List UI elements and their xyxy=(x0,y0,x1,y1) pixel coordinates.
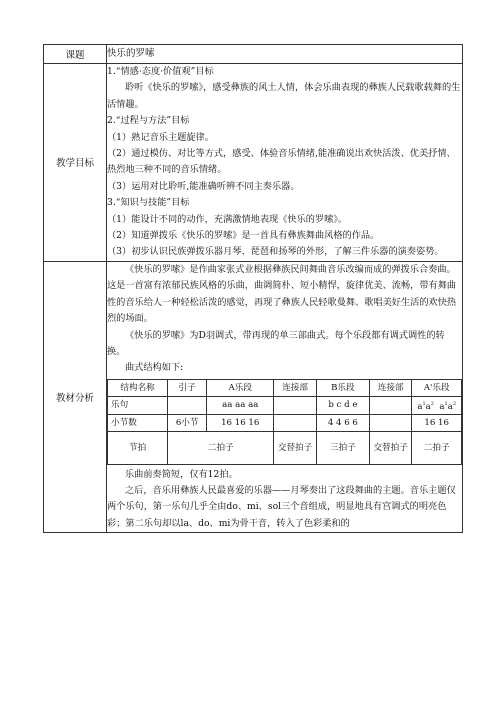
structure-header: A乐段 xyxy=(207,379,274,396)
bars-a: 16 16 16 xyxy=(207,414,274,431)
structure-header: 连接部 xyxy=(274,379,316,396)
structure-header: 结构名称 xyxy=(108,379,168,396)
meter-a: 二拍子 xyxy=(168,431,274,464)
analysis-para-5: 之后，音乐用彝族人民最喜爱的乐器——月琴奏出了这段舞曲的主题。音乐主题仅两个乐句，第一乐句几乎全由do、mi、sol三个音组成，明显地具有宫调式的明亮色彩；第二乐句却以la、do、mi为骨干音，转入了色彩柔和的 xyxy=(107,484,456,529)
phrase-a-prime-2: a xyxy=(425,401,431,412)
bars-link-1 xyxy=(274,414,316,431)
lesson-title: 快乐的罗嗦 xyxy=(107,45,463,64)
bars-link-2 xyxy=(369,414,411,431)
form-structure-table xyxy=(107,379,462,465)
structure-header: B乐段 xyxy=(316,379,369,396)
bars-intro: 6小节 xyxy=(168,414,207,431)
phrase-b: b c d e xyxy=(316,396,369,414)
analysis-row xyxy=(44,261,463,532)
structure-meter-row xyxy=(108,431,462,464)
goals-heading-2: 2.“过程与方法”目标 xyxy=(107,115,190,127)
structure-bars-row xyxy=(108,414,462,431)
analysis-label: 教材分析 xyxy=(44,261,107,532)
structure-header: A'乐段 xyxy=(412,379,462,396)
phrase-a-prime-4: a xyxy=(447,401,453,412)
meter-a-prime: 二拍子 xyxy=(412,431,462,464)
phrase-a-prime-2-sup: 2 xyxy=(430,400,434,407)
lesson-plan-table xyxy=(43,44,463,533)
meter-label: 节拍 xyxy=(108,431,168,464)
bars-a-prime: 16 16 xyxy=(412,414,462,431)
title-label: 课题 xyxy=(44,45,107,64)
bars-b: 4 4 6 6 xyxy=(316,414,369,431)
goals-label: 教学目标 xyxy=(44,64,107,262)
goals-item-3-1: （1）能设计不同的动作，充满激情地表现《快乐的罗嗦》。 xyxy=(107,213,348,225)
analysis-para-4: 乐曲前奏简短，仅有12拍。 xyxy=(125,468,238,480)
structure-phrase-row xyxy=(108,396,462,414)
goals-text-1: 聆听《快乐的罗嗦》，感受彝族的风土人情，体会乐曲表现的彝族人民载歌载舞的生活情趣。 xyxy=(107,82,461,110)
phrase-intro xyxy=(168,396,207,414)
goals-item-3-3: （3）初步认识民族弹拨乐器月琴、琵琶和扬琴的外形，了解三件乐器的演奏姿势。 xyxy=(107,246,444,258)
goals-item-3-2: （2）知道弹拨乐《快乐的罗嗦》是一首具有彝族舞曲风格的作品。 xyxy=(107,230,380,242)
analysis-para-3: 曲式结构如下: xyxy=(125,362,184,374)
goals-heading-1: 1.“情感·态度·价值观”目标 xyxy=(107,66,214,77)
phrase-link-1 xyxy=(274,396,316,414)
goals-content xyxy=(107,64,463,262)
phrase-a-prime-4-sup: 2 xyxy=(452,400,457,407)
phrase-a-prime-1-sup: 1 xyxy=(422,400,426,407)
bars-label: 小节数 xyxy=(108,414,168,431)
goals-heading-3: 3.“知识与技能”目标 xyxy=(107,197,190,209)
phrase-a-prime-3: a xyxy=(439,401,445,412)
phrase-a-prime-3-sup: 1 xyxy=(444,400,448,407)
phrase-a-prime xyxy=(412,396,462,414)
structure-header-row xyxy=(108,379,462,396)
goals-item-2-1: （1）熟记音乐主题旋律。 xyxy=(107,131,214,143)
title-row xyxy=(44,45,463,64)
phrase-a: aa aa aa xyxy=(207,396,274,414)
structure-header: 引子 xyxy=(168,379,207,396)
phrase-label: 乐句 xyxy=(108,396,168,414)
structure-header: 连接部 xyxy=(369,379,411,396)
analysis-para-1: 《快乐的罗嗦》是作曲家张式业根据彝族民间舞曲音乐改编而成的弹拨乐合奏曲。这是一首富有浓郁民族风格的乐曲，曲调简朴、短小精悍，旋律优美、流畅，带有舞曲性的音乐给人一种轻松活泼的感觉，再现了彝族人民轻歌曼舞、歌唱美好生活的欢快热烈的场面。 xyxy=(107,263,457,325)
goals-row xyxy=(44,64,463,262)
analysis-content xyxy=(107,261,463,532)
meter-b: 三拍子 xyxy=(316,431,369,464)
meter-link-2: 交替拍子 xyxy=(369,431,411,464)
phrase-link-2 xyxy=(369,396,411,414)
phrase-a-prime-1: a xyxy=(417,401,423,412)
goals-item-2-3: （3）运用对比聆听,能准确听辨不同主奏乐器。 xyxy=(107,180,300,192)
analysis-para-2: 《快乐的罗嗦》为D羽调式，带再现的单三部曲式。每个乐段都有调式调性的转换。 xyxy=(107,329,445,357)
meter-link-1: 交替拍子 xyxy=(274,431,316,464)
goals-item-2-2: （2）通过模仿、对比等方式，感受、体验音乐情绪,能准确说出欢快活泼、优美抒情、热烈地三种不同的音乐情绪。 xyxy=(107,148,456,176)
